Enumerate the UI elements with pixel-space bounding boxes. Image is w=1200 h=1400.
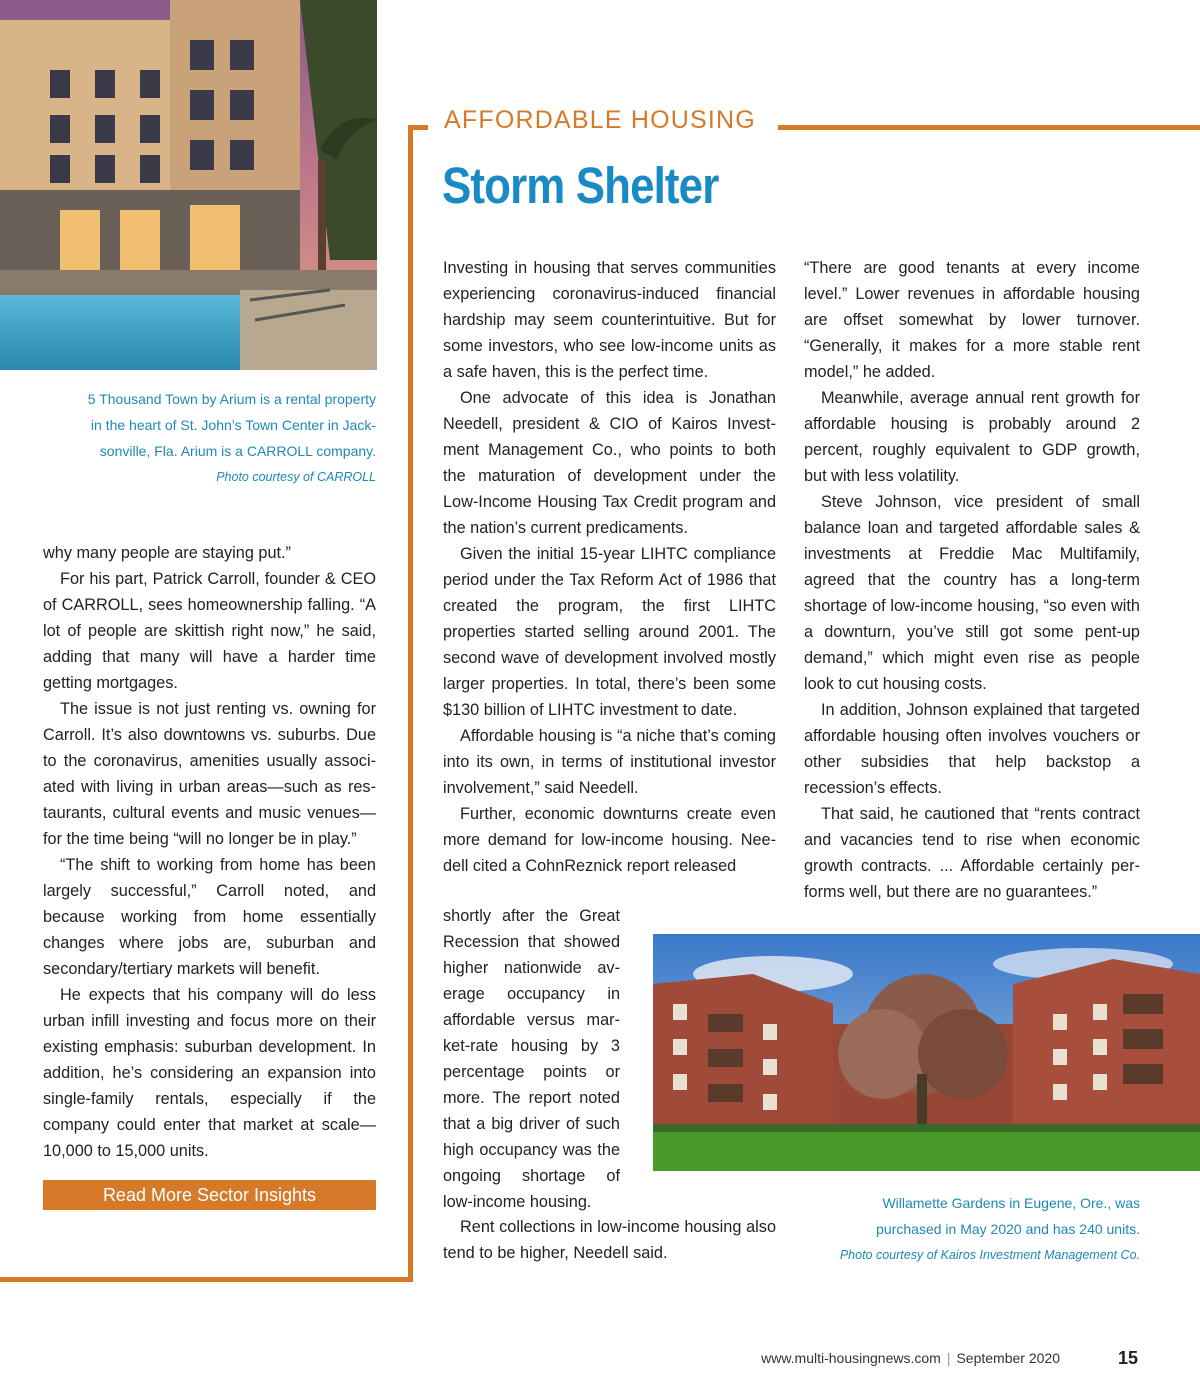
paragraph: Further, economic downturns create even more demand for low-income housing. Needell cited a CohnReznick report released: [443, 805, 776, 875]
read-more-sector-insights-button[interactable]: Read More Sector Insights: [43, 1180, 376, 1210]
article-column-middle-end: [443, 1214, 776, 1266]
paragraph: In addition, Johnson explained that targeted affordable housing often involves vouchers or other subsidies that help backstop a recession’s effects.: [804, 701, 1140, 797]
page-footer: [761, 1350, 1060, 1366]
paragraph: Given the initial 15-year LIHTC compliance period under the Tax Reform Act of 1986 that created the program, the first LIHTC properties started selling around 2001. The second wave of development involved mostly larger properties. In total, there’s been some $130 billion of LIHTC investment to date.: [443, 545, 776, 719]
frame-rule-top-stub: [408, 125, 428, 130]
photo-5-thousand-town: [0, 0, 377, 370]
paragraph: Steve Johnson, vice president of small balance loan and targeted affordable sales & investments at Freddie Mac Multifamily, agreed that the country has a long-term shortage of low-income housing, “so even with a downturn, you’ve still got some pent-up demand,” which might even rise as people look to cut housing costs.: [804, 493, 1140, 693]
paragraph: One advocate of this idea is Jonathan Needell, president & CIO of Kairos Investment Management Co., who points to both the maturation of development under the Low-Income Housing Tax Credit program and the nation’s current predicaments.: [443, 389, 776, 537]
paragraph: The issue is not just renting vs. owning for Carroll. It’s also downtowns vs. suburbs. Due to the coronavirus, amenities usually associated with living in urban areas—such as restaurants, cultural events and music venues—for the time being “will no longer be in play.”: [43, 700, 376, 848]
footer-site: www.multi-housingnews.com: [761, 1350, 941, 1366]
article-column-middle-narrow: [443, 903, 620, 1215]
page-title: Storm Shelter: [442, 157, 719, 214]
photo2-caption: [800, 1190, 1140, 1268]
photo-willamette-gardens: [653, 934, 1200, 1171]
photo2-caption-line: Willamette Gardens in Eugene, Ore., was: [882, 1195, 1140, 1211]
section-rule: [778, 125, 1200, 130]
photo1-caption-line: sonville, Fla. Arium is a CARROLL company.: [99, 443, 376, 459]
paragraph: “The shift to working from home has been largely successful,” Carroll noted, and because working from home essentially changes where jobs are, suburban and secondary/tertiary markets will benefit.: [43, 856, 376, 978]
footer-issue: September 2020: [956, 1350, 1060, 1366]
paragraph: That said, he cautioned that “rents contract and vacancies tend to rise when economic growth contracts. ... Affordable certainly performs well, but there are no guarantees.”: [804, 805, 1140, 901]
photo1-caption-line: 5 Thousand Town by Arium is a rental property: [87, 391, 376, 407]
paragraph: He expects that his company will do less urban infill investing and focus more on their existing emphasis: suburban development. In addition, he’s considering an expansion into single-family rentals, especially if the company could enter that market at scale—10,000 to 15,000 units.: [43, 986, 376, 1160]
paragraph: Meanwhile, average annual rent growth for affordable housing is probably around 2 percent, roughly equivalent to GDP growth, but with less volatility.: [804, 389, 1140, 485]
paragraph: why many people are staying put.”: [43, 544, 291, 562]
photo1-credit: Photo courtesy of CARROLL: [216, 470, 376, 484]
article-column-middle: [443, 255, 776, 879]
paragraph: shortly after the Great Recession that showed higher nationwide average occupancy in affordable versus market-rate housing by 3 percentage points or more. The report noted that a big driver of such high occupancy was the ongoing shortage of low-income housing.: [443, 907, 620, 1211]
paragraph: “There are good tenants at every income level.” Lower revenues in affordable housing are offset somewhat by lower turnover. “Generally, it makes for a more stable rent model,” he added.: [804, 259, 1140, 381]
page-number: 15: [1118, 1348, 1139, 1368]
photo1-caption-line: in the heart of St. John’s Town Center in Jack-: [90, 417, 376, 433]
photo2-credit: Photo courtesy of Kairos Investment Management Co.: [839, 1248, 1140, 1262]
paragraph: For his part, Patrick Carroll, founder & CEO of CARROLL, sees homeownership falling. “A lot of people are skittish right now,” he said, adding that many will have a harder time getting mortgages.: [43, 570, 376, 692]
frame-rule-bottom: [0, 1277, 413, 1282]
paragraph: Investing in housing that serves communities experiencing coronavirus-induced financial hardship may seem counterintuitive. But for some investors, who see low-income units as a safe haven, this is the perfect time.: [443, 259, 776, 381]
article-column-left: [43, 540, 376, 1164]
photo1-caption: [40, 386, 376, 490]
photo2-caption-line: purchased in May 2020 and has 240 units.: [876, 1221, 1140, 1237]
paragraph: Rent collections in low-income housing also tend to be higher, Needell said.: [443, 1218, 776, 1262]
paragraph: Affordable housing is “a niche that’s coming into its own, in terms of institutional investor involvement,” said Needell.: [443, 727, 776, 797]
section-label: AFFORDABLE HOUSING: [444, 106, 756, 134]
footer-separator: |: [946, 1350, 951, 1366]
article-column-right: [804, 255, 1140, 905]
frame-rule-vertical: [408, 125, 413, 1282]
